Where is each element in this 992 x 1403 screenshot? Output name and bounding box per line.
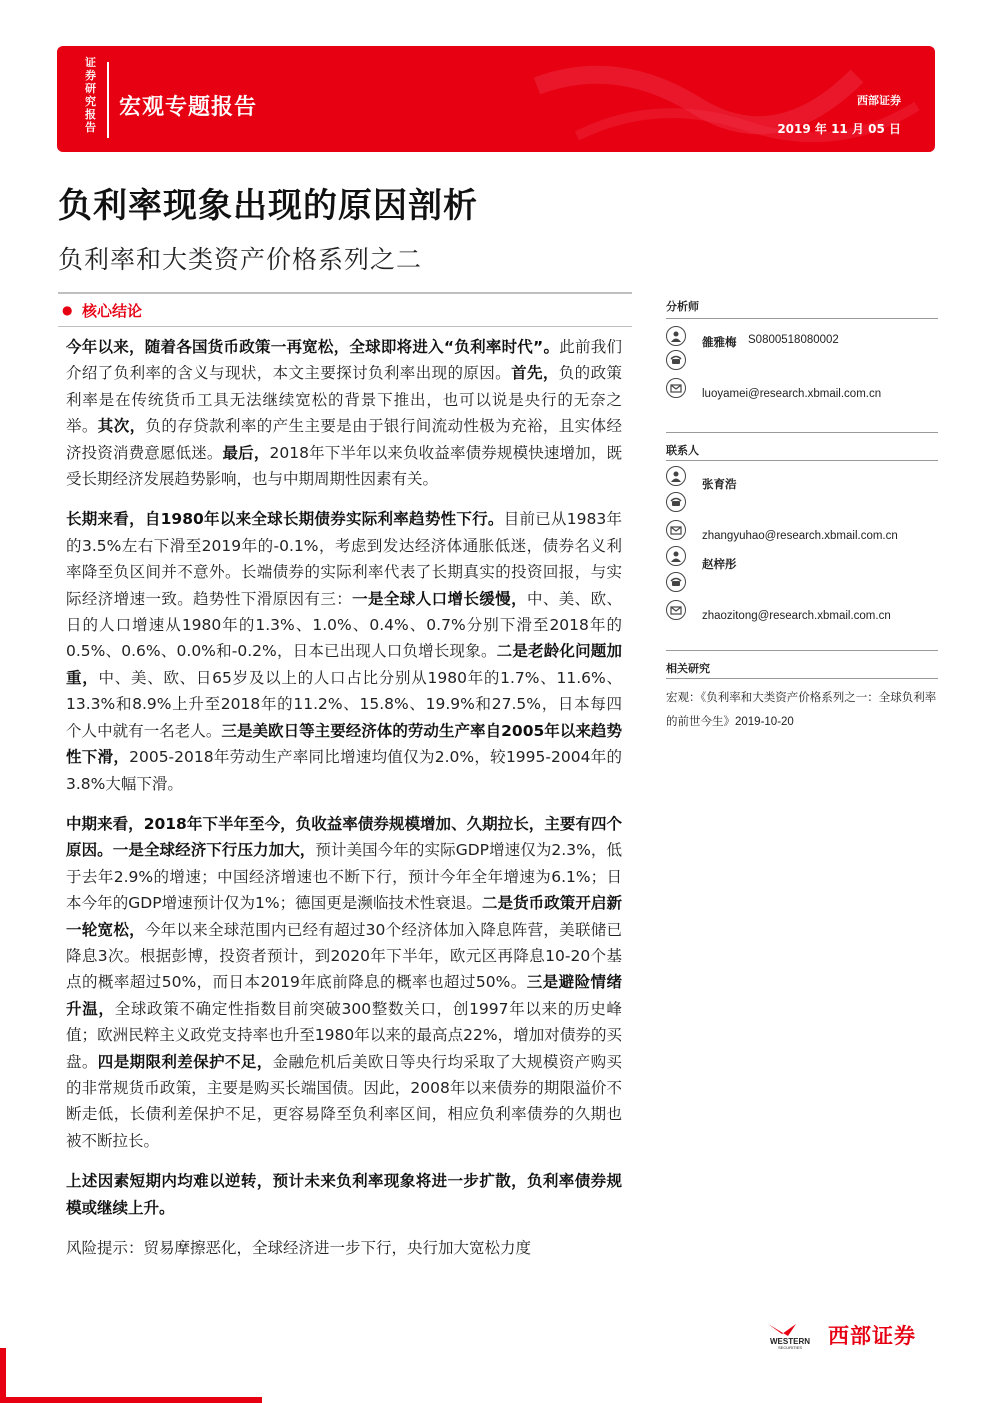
paragraph xyxy=(66,334,622,492)
emphasis-text: 一是全球人口增长缓慢， xyxy=(352,589,527,608)
contact-email[interactable]: zhaozitong@research.xbmail.com.cn xyxy=(702,610,891,622)
logo-mark-subtext: SECURITIES xyxy=(777,1345,803,1350)
emphasis-text: 最后， xyxy=(222,443,270,462)
banner-brand: 西部证券 xyxy=(857,94,901,107)
paragraph xyxy=(66,811,622,1154)
analyst-heading: 分析师 xyxy=(666,301,699,313)
report-subtitle: 负利率和大类资产价格系列之二 xyxy=(58,245,423,274)
emphasis-text: 二是货币政策开启新一轮宽松， xyxy=(66,894,622,939)
phone-icon xyxy=(666,492,686,512)
footer-logo xyxy=(758,1320,938,1350)
emphasis-text: 今年以来，随着各国货币政策一再宽松，全球即将进入“负利率时代”。 xyxy=(66,338,560,356)
divider xyxy=(666,432,938,433)
section-title: 核心结论 xyxy=(82,302,143,320)
phone-icon xyxy=(666,350,686,370)
divider xyxy=(666,650,938,651)
paragraph xyxy=(66,1235,622,1261)
emphasis-text: 其次， xyxy=(97,417,146,436)
email-icon xyxy=(666,600,686,620)
contact-name: 赵梓彤 xyxy=(702,559,737,571)
paragraph xyxy=(66,506,622,796)
phone-icon xyxy=(666,572,686,592)
body-text-run: 全球政策不确定性指数目前突破300整数关口，创1997年以来的历史峰值；欧洲民粹主义政党支持率也升至1980年以来的最高点22%，增加对债券的买盘。 xyxy=(66,999,622,1071)
body-text-run: 中、美、欧、日的人口增速从1980年的1.3%、1.0%、0.4%、0.7%分别下滑至2018年的0.5%、0.6%、0.0%和-0.2%，日本已出现人口负增长现象。 xyxy=(66,589,622,661)
emphasis-text: 四是期限利差保护不足， xyxy=(97,1052,273,1071)
banner-divider xyxy=(107,62,109,138)
body-text-run: 2005-2018年劳动生产率同比增速均值仅为2.0%，较1995-2004年的3.8%大幅下滑。 xyxy=(66,748,622,793)
vertical-label: 证券研究报告 xyxy=(85,56,96,134)
body-text-run: 负的政策利率是在传统货币工具无法继续宽松的背景下推出，也可以说是央行的无奈之举。 xyxy=(66,364,622,436)
divider xyxy=(666,678,938,679)
analyst-cert: S0800518080002 xyxy=(748,334,839,346)
footer-accent-horizontal xyxy=(0,1397,262,1403)
emphasis-text: 二是老龄化问题加重， xyxy=(66,642,622,687)
section-bullet: ● xyxy=(62,303,73,317)
body-text-run: 目前已从1983年的3.5%左右下滑至2019年的-0.1%，考虑到发达经济体通胀低迷，债券名义利率降至负区间并不意外。长端债券的实际利率代表了长期真实的投资回报，与实际经济增速一致。趋势性下滑原因有三： xyxy=(66,510,622,608)
report-date: 2019 年 11 月 05 日 xyxy=(777,122,901,136)
body-text-run: 中、美、欧、日65岁及以上的人口占比分别从1980年的1.7%、11.6%、13.3%和8.9%上升至2018年的11.2%、15.8%、19.9%和27.5%，日本每四个人中就有一名老人。 xyxy=(66,668,622,740)
paragraph xyxy=(66,1168,622,1221)
report-type: 宏观专题报告 xyxy=(119,95,258,120)
emphasis-text: 一是全球经济下行压力加大， xyxy=(112,841,316,860)
emphasis-text: 中期来看，2018年下半年至今，负收益率债券规模增加、久期拉长，主要有四个原因。 xyxy=(66,814,622,860)
emphasis-text: 三是美欧日等主要经济体的劳动生产率自2005年以来趋势性下滑， xyxy=(66,721,622,767)
report-title: 负利率现象出现的原因剖析 xyxy=(58,186,478,226)
body-text-run: 预计美国今年的实际GDP增速仅为2.3%，低于去年2.9%的增速；中国经济增速也不断下行，预计今年全年增速为6.1%；日本今年的GDP增速预计仅为1%；德国更是濒临技术性衰退。 xyxy=(66,841,622,913)
divider xyxy=(666,460,938,461)
related-heading: 相关研究 xyxy=(666,663,710,675)
analyst-email[interactable]: luoyamei@research.xbmail.com.cn xyxy=(702,388,882,400)
email-icon xyxy=(666,520,686,540)
email-icon xyxy=(666,378,686,398)
divider xyxy=(58,326,632,327)
person-icon xyxy=(666,466,686,486)
core-conclusions-body xyxy=(66,334,622,1275)
body-text-run: 风险提示：贸易摩擦恶化，全球经济进一步下行，央行加大宽松力度 xyxy=(66,1239,532,1257)
emphasis-text: 长期来看，自1980年以来全球长期债券实际利率趋势性下行。 xyxy=(66,510,504,529)
body-text-run: 此前我们介绍了负利率的含义与现状，本文主要探讨负利率出现的原因。 xyxy=(66,338,622,383)
divider xyxy=(58,292,632,294)
footer-accent-vertical xyxy=(0,1348,6,1403)
body-text-run: 金融危机后美欧日等央行均采取了大规模资产购买的非常规货币政策，主要是购买长端国债。因此，2008年以来债券的期限溢价不断走低，长债利差保护不足，更容易降至负利率区间，相应负利率债券的久期也被不断拉长。 xyxy=(66,1052,622,1150)
logo-mark-text: WESTERN xyxy=(770,1337,810,1346)
person-icon xyxy=(666,326,686,346)
divider xyxy=(666,318,938,319)
body-text-run: 今年以来全球范围内已经有超过30个经济体加入降息阵营，美联储已降息3次。根据彭博，投资者预计，到2020年下半年，欧元区再降息10-20个基点的概率超过50%，而日本2019年底前降息的概率也超过50%。 xyxy=(66,920,622,992)
header-banner xyxy=(57,46,935,152)
analyst-name: 雒雅梅 xyxy=(702,337,737,349)
person-icon xyxy=(666,546,686,566)
contact-email[interactable]: zhangyuhao@research.xbmail.com.cn xyxy=(702,530,898,542)
emphasis-text: 上述因素短期内均难以逆转，预计未来负利率现象将进一步扩散，负利率债券规模或继续上升。 xyxy=(66,1172,622,1217)
company-logo-text: 西部证券 xyxy=(828,1324,916,1348)
emphasis-text: 三是避险情绪升温， xyxy=(66,973,622,1018)
body-text-run: 负的存贷款利率的产生主要是由于银行间流动性极为充裕，且实体经济投资消费意愿低迷。 xyxy=(66,417,622,462)
emphasis-text: 首先， xyxy=(511,364,559,383)
related-research-link[interactable]: 宏观：《负利率和大类资产价格系列之一：全球负利率的前世今生》2019-10-20 xyxy=(666,692,937,728)
company-logo-icon xyxy=(758,1320,822,1350)
body-text-run: 2018年下半年以来负收益率债券规模快速增加，既受长期经济发展趋势影响，也与中期周期性因素有关。 xyxy=(66,443,622,489)
contact-heading: 联系人 xyxy=(666,445,699,457)
contact-name: 张育浩 xyxy=(702,479,737,491)
